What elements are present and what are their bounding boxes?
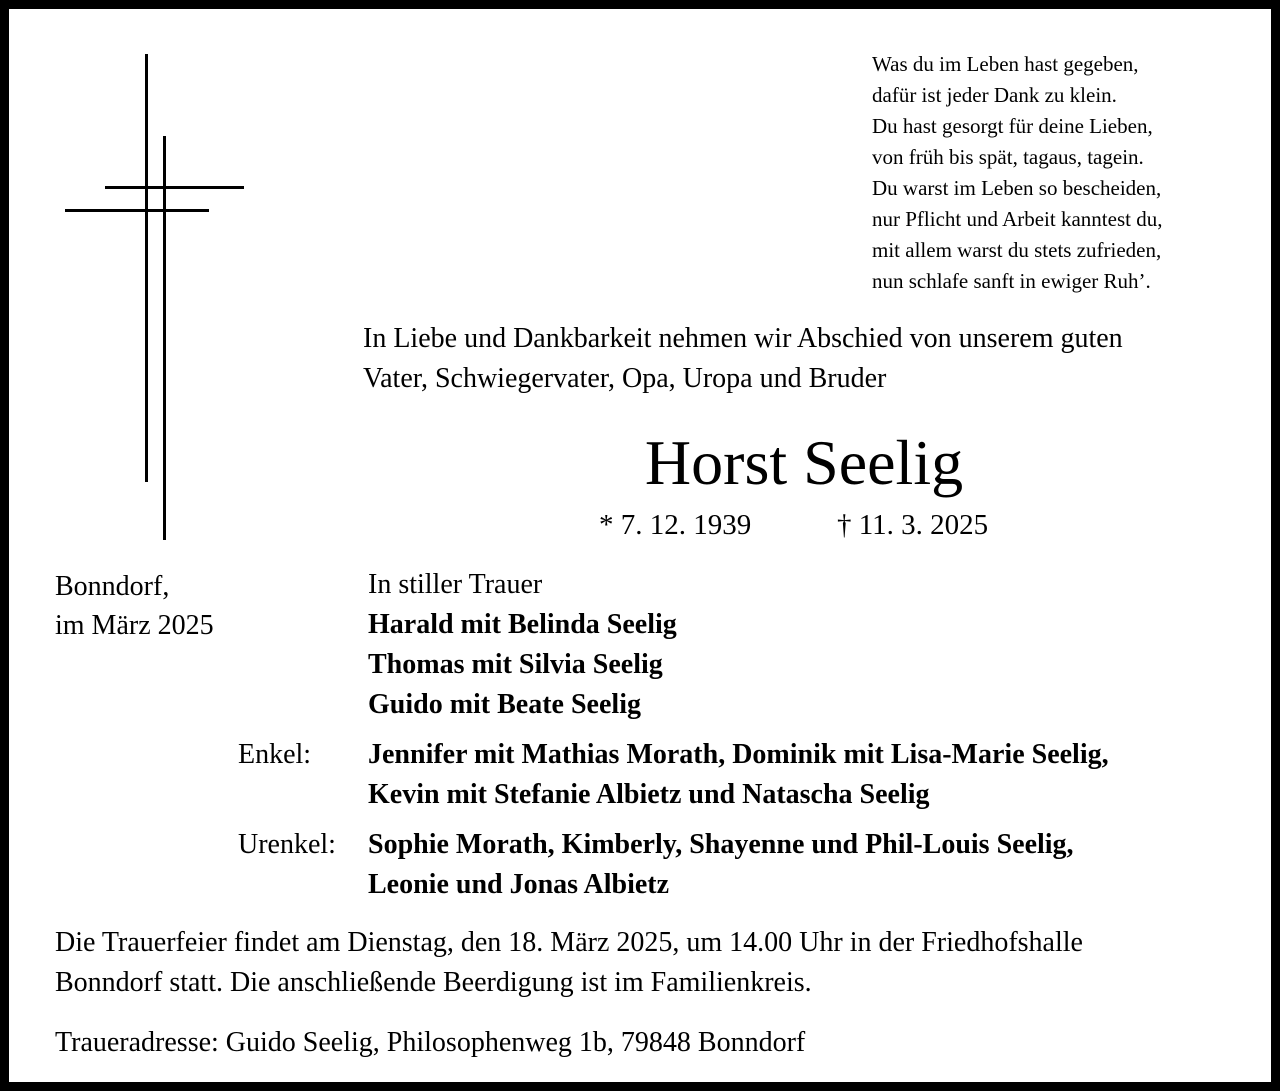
date-line: im März 2025: [55, 610, 214, 641]
mourners-list: [368, 565, 677, 725]
child-family: Harald mit Belinda Seelig: [368, 609, 677, 640]
poem-line: mit allem warst du stets zufrieden,: [872, 238, 1162, 262]
mourning-heading: In stiller Trauer: [368, 569, 543, 600]
intro-line: Vater, Schwiegervater, Opa, Uropa und Bruder: [363, 363, 887, 394]
deceased-name: Horst Seelig: [644, 427, 964, 498]
poem-line: nur Pflicht und Arbeit kanntest du,: [872, 207, 1163, 231]
great-grandchildren-line: Leonie und Jonas Albietz: [368, 869, 670, 900]
birth-date: * 7. 12. 1939: [599, 509, 752, 541]
great-grandchildren-list: [368, 825, 1074, 905]
ceremony-line: Die Trauerfeier findet am Dienstag, den 18. März 2025, um 14.00 Uhr in der Friedhofshalle: [55, 927, 1083, 958]
poem-line: nun schlafe sanft in ewiger Ruh’.: [872, 269, 1151, 293]
great-grandchildren-label: Urenkel:: [238, 829, 336, 860]
great-grandchildren-line: Sophie Morath, Kimberly, Shayenne und Phil-Louis Seelig,: [368, 829, 1074, 860]
ceremony-info: [55, 923, 1083, 1003]
grandchildren-line: Jennifer mit Mathias Morath, Dominik mit Lisa-Marie Seelig,: [368, 739, 1109, 770]
poem-line: von früh bis spät, tagaus, tagein.: [872, 145, 1144, 169]
poem-line: dafür ist jeder Dank zu klein.: [872, 83, 1117, 107]
poem-line: Du hast gesorgt für deine Lieben,: [872, 114, 1153, 138]
grandchildren-list: [368, 735, 1109, 815]
child-family: Thomas mit Silvia Seelig: [368, 649, 663, 680]
grandchildren-label: Enkel:: [238, 739, 312, 770]
ceremony-line: Bonndorf statt. Die anschließende Beerdigung ist im Familienkreis.: [55, 967, 812, 998]
mourning-address: Traueradresse: Guido Seelig, Philosophenweg 1b, 79848 Bonndorf: [55, 1027, 806, 1058]
death-date: † 11. 3. 2025: [837, 509, 989, 541]
memorial-poem: [872, 49, 1162, 297]
intro-line: In Liebe und Dankbarkeit nehmen wir Abschied von unserem guten: [363, 323, 1123, 354]
child-family: Guido mit Beate Seelig: [368, 689, 641, 720]
place-line: Bonndorf,: [55, 571, 170, 602]
farewell-intro: [363, 319, 1123, 399]
poem-line: Was du im Leben hast gegeben,: [872, 52, 1139, 76]
place-and-date: [55, 567, 214, 645]
grandchildren-line: Kevin mit Stefanie Albietz und Natascha Seelig: [368, 779, 930, 810]
poem-line: Du warst im Leben so bescheiden,: [872, 176, 1162, 200]
